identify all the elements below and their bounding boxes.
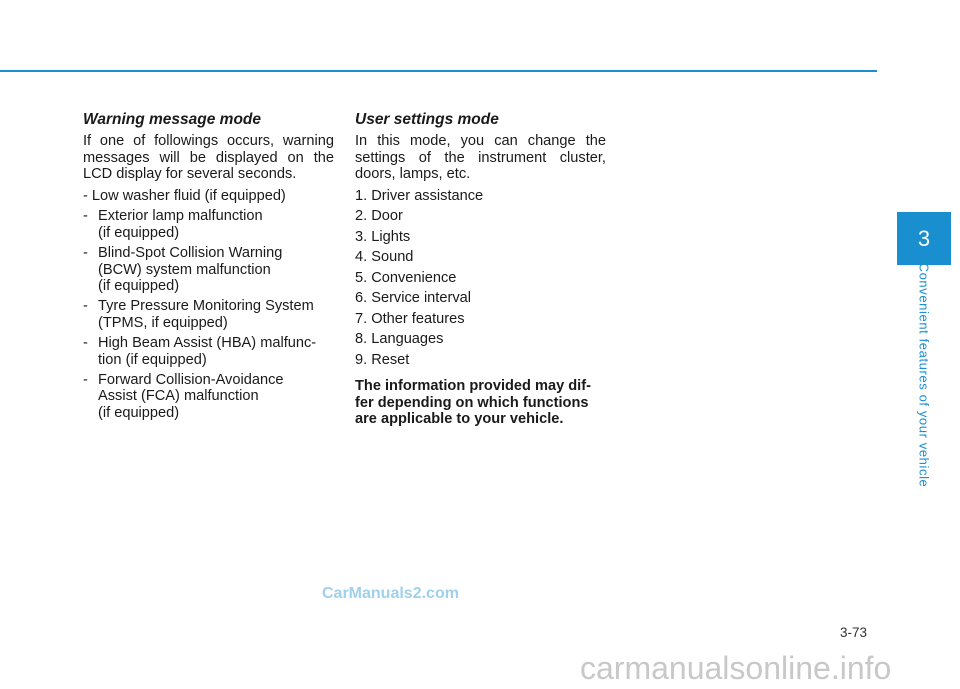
user-settings-list [355,188,606,368]
chapter-title-vertical: Convenient features of your vehicle [916,262,932,488]
list-dash: - [83,298,88,315]
top-divider-line [0,70,877,72]
user-settings-section [355,111,606,428]
settings-item-convenience: 5. Convenience [355,269,457,286]
chapter-number-tab: 3 [897,212,951,265]
applicability-note [355,378,606,428]
warning-message-intro: If one of followings occurs, warning messages will be displayed on the LCD display for several seconds. [83,133,334,183]
warning-item-line: Forward Collision-Avoidance [98,371,284,388]
list-dash: - [83,244,88,261]
warning-item-line: High Beam Assist (HBA) malfunc- [98,335,317,352]
warning-item-line: (if equipped) [98,224,180,241]
watermark-carmanualsonline: carmanualsonline.info [580,650,892,686]
user-settings-intro: In this mode, you can change the settings of the instrument cluster, doors, lamps, etc. [355,133,606,183]
warning-item-fca [83,372,334,422]
warning-item-line: Exterior lamp malfunction [98,208,263,225]
warning-item-line: (if equipped) [98,278,180,295]
settings-item-driver-assistance: 1. Driver assistance [355,187,484,204]
warning-item-line: tion (if equipped) [98,351,207,368]
warning-message-heading: Warning message mode [83,111,262,128]
note-line: The information provided may dif- [355,378,591,395]
settings-item-lights: 3. Lights [355,228,411,245]
warning-item-bcw [83,245,334,295]
warning-item-low-washer: - Low washer fluid (if equipped) [83,187,286,204]
list-dash: - [83,208,88,225]
warning-item-exterior-lamp [83,208,334,241]
settings-item-service-interval: 6. Service interval [355,290,471,307]
settings-item-sound: 4. Sound [355,249,414,266]
warning-item-tpms [83,298,334,331]
warning-item-line: (BCW) system malfunction [98,261,271,278]
warning-item-line: (TPMS, if equipped) [98,314,228,331]
settings-item-door: 2. Door [355,208,403,225]
settings-item-languages: 8. Languages [355,331,444,348]
note-line: are applicable to your vehicle. [355,411,564,428]
warning-item-line: (if equipped) [98,405,180,422]
watermark-carmanuals2: CarManuals2.com [322,585,459,602]
user-settings-heading: User settings mode [355,111,499,128]
note-line: fer depending on which functions [355,394,589,411]
list-dash: - [83,335,88,352]
warning-message-section [83,111,334,425]
warning-item-hba [83,335,334,368]
list-dash: - [83,371,88,388]
warning-item-line: Blind-Spot Collision Warning [98,244,283,261]
warning-item-line: Tyre Pressure Monitoring System [98,298,314,315]
page-number: 3-73 [840,625,868,640]
settings-item-reset: 9. Reset [355,351,410,368]
warning-item-line: Assist (FCA) malfunction [98,388,259,405]
settings-item-other-features: 7. Other features [355,310,465,327]
